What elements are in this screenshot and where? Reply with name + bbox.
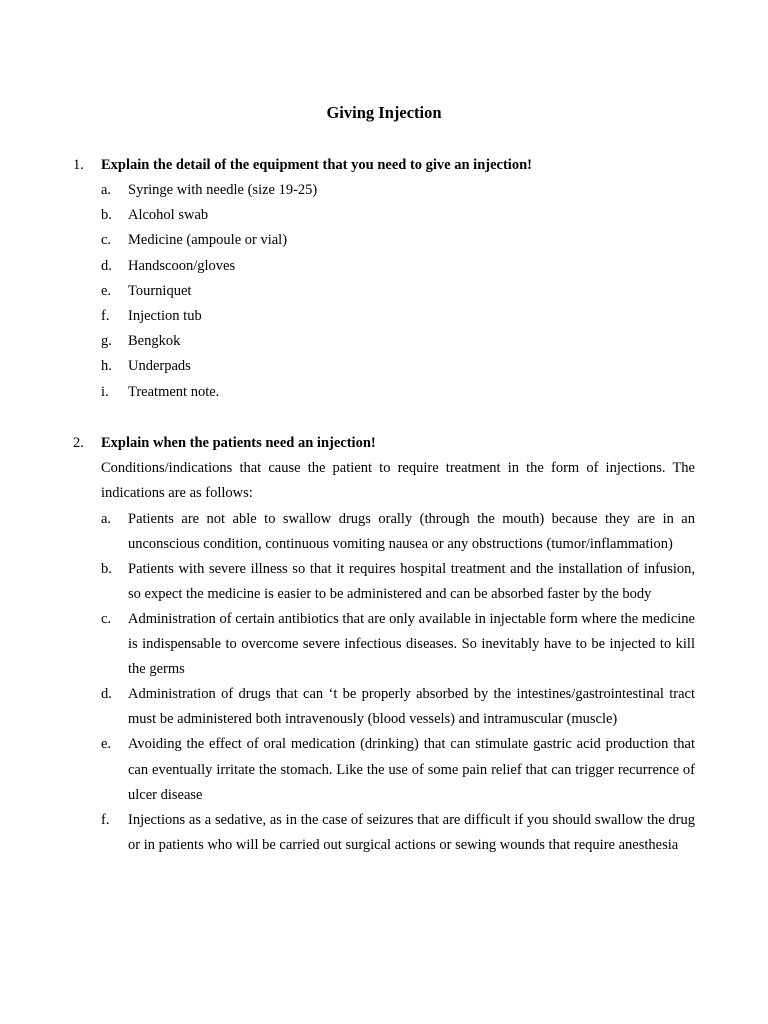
list-marker: b. xyxy=(101,207,112,224)
list-marker: d. xyxy=(101,686,112,703)
list-item xyxy=(0,304,768,329)
list-marker: f. xyxy=(101,307,110,324)
question-2-intro: Conditions/indications that cause the patient to require treatment in the form of injections. The indications are as follows: xyxy=(101,460,695,502)
question-text: Explain the detail of the equipment that you need to give an injection! xyxy=(101,157,532,173)
list-marker: d. xyxy=(101,257,112,274)
list-marker: a. xyxy=(101,510,112,527)
question-number: 2. xyxy=(73,435,84,451)
list-item xyxy=(0,380,768,405)
list-item-text: Administration of certain antibiotics that are only available in injectable form where the medicine is indispensable to overcome severe infectious diseases. So inevitably have to be injected to kill the germs xyxy=(128,610,695,678)
question-2-section xyxy=(0,431,768,858)
list-item xyxy=(0,808,768,858)
list-item xyxy=(0,329,768,354)
list-item xyxy=(0,682,768,732)
list-item xyxy=(0,203,768,228)
list-item xyxy=(0,354,768,379)
list-item-text: Handscoon/gloves xyxy=(128,257,236,274)
question-2-heading xyxy=(0,431,768,456)
list-item-text: Tourniquet xyxy=(128,282,192,299)
list-item-text: Injection tub xyxy=(128,307,202,324)
list-marker: c. xyxy=(101,232,112,249)
list-item-text: Medicine (ampoule or vial) xyxy=(128,232,288,249)
list-item xyxy=(0,279,768,304)
indications-list xyxy=(0,507,768,858)
list-marker: e. xyxy=(101,282,112,299)
question-text: Explain when the patients need an injection! xyxy=(101,435,376,451)
list-marker: g. xyxy=(101,333,112,350)
list-marker: f. xyxy=(101,811,110,828)
question-number: 1. xyxy=(73,157,84,173)
list-item-text: Syringe with needle (size 19-25) xyxy=(128,182,318,198)
list-item-text: Administration of drugs that can ‘t be properly absorbed by the intestines/gastrointestinal tract must be administered both intravenously (blood vessels) and intramuscular (muscle) xyxy=(128,686,695,728)
question-1-heading xyxy=(0,153,768,178)
list-marker: c. xyxy=(101,610,112,627)
list-marker: h. xyxy=(101,358,112,375)
list-marker: a. xyxy=(101,182,112,198)
list-item xyxy=(0,557,768,607)
list-item-text: Alcohol swab xyxy=(128,207,209,224)
list-item-text: Treatment note. xyxy=(128,383,220,400)
list-item-text: Patients are not able to swallow drugs orally (through the mouth) because they are in an unconscious condition, continuous vomiting nausea or any obstructions (tumor/inflammation) xyxy=(128,510,695,552)
list-item xyxy=(0,607,768,682)
list-item xyxy=(0,507,768,557)
list-item-text: Underpads xyxy=(128,358,191,375)
list-item xyxy=(0,254,768,279)
list-item xyxy=(0,732,768,807)
list-item-text: Bengkok xyxy=(128,333,181,350)
equipment-list xyxy=(0,178,768,405)
list-item-text: Avoiding the effect of oral medication (drinking) that can stimulate gastric acid production that can eventually irritate the stomach. Like the use of some pain relief that can trigger recurrence of ulcer disease xyxy=(128,736,695,803)
question-1-section xyxy=(0,153,768,405)
list-item-text: Injections as a sedative, as in the case of seizures that are difficult if you should swallow the drug or in patients who will be carried out surgical actions or sewing wounds that require anesthesia xyxy=(128,811,695,853)
list-item-text: Patients with severe illness so that it requires hospital treatment and the installation of infusion, so expect the medicine is easier to be administered and can be absorbed faster by the body xyxy=(128,560,695,602)
list-item xyxy=(0,178,768,203)
list-marker: i. xyxy=(101,383,109,400)
list-marker: b. xyxy=(101,560,112,577)
list-marker: e. xyxy=(101,736,112,753)
list-item xyxy=(0,228,768,253)
document-title: Giving Injection xyxy=(326,103,442,122)
